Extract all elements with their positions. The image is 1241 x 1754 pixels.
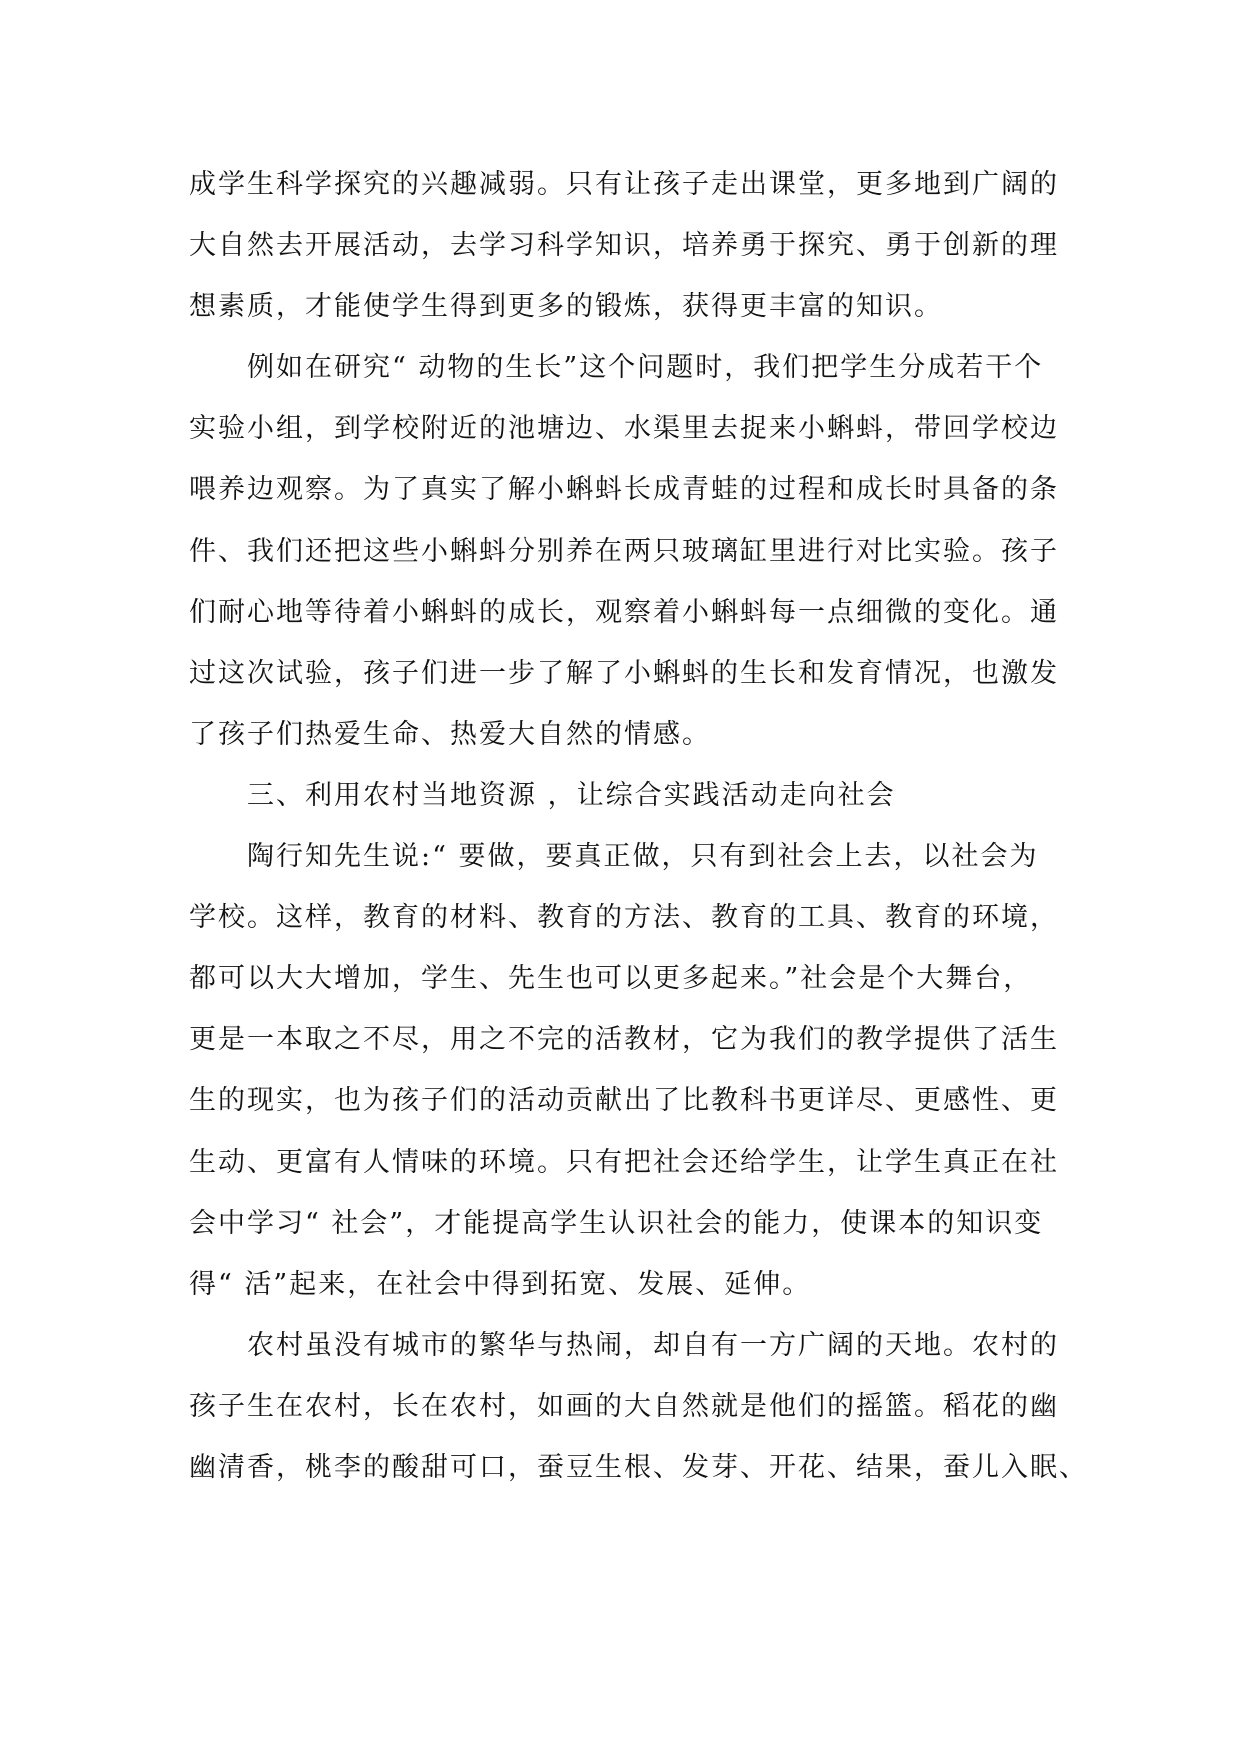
text-line: 陶行知先生说:“ 要做，要真正做，只有到社会上去，以社会为 xyxy=(247,841,1039,873)
paragraph-tao-xingzhi-quote xyxy=(189,826,1069,1315)
text-line: 都可以大大增加，学生、先生也可以更多起来。”社会是个大舞台， xyxy=(189,963,1033,995)
text-line: 农村虽没有城市的繁华与热闹，却自有一方广阔的天地。农村的 xyxy=(247,1329,1059,1361)
text-line: 过这次试验，孩子们进一步了解了小蝌蚪的生长和发育情况，也激发 xyxy=(189,657,1059,689)
text-line: 们耐心地等待着小蝌蚪的成长，观察着小蝌蚪每一点细微的变化。通 xyxy=(189,596,1059,628)
text-line: 喂养边观察。为了真实了解小蝌蚪长成青蛙的过程和成长时具备的条 xyxy=(189,474,1059,506)
section-heading: 三、利用农村当地资源 ，让综合实践活动走向社会 xyxy=(247,779,896,811)
text-line: 更是一本取之不尽，用之不完的活教材，它为我们的教学提供了活生 xyxy=(189,1024,1059,1056)
paragraph-science-inquiry xyxy=(189,154,1069,337)
text-line: 孩子生在农村，长在农村，如画的大自然就是他们的摇篮。稻花的幽 xyxy=(189,1390,1059,1422)
section-heading-three xyxy=(189,765,1069,826)
text-line: 实验小组，到学校附近的池塘边、水渠里去捉来小蝌蚪，带回学校边 xyxy=(189,413,1059,445)
text-line: 了孩子们热爱生命、热爱大自然的情感。 xyxy=(189,718,711,750)
text-line: 件、我们还把这些小蝌蚪分别养在两只玻璃缸里进行对比实验。孩子 xyxy=(189,535,1059,567)
text-line: 例如在研究“ 动物的生长”这个问题时，我们把学生分成若干个 xyxy=(247,352,1044,384)
text-line: 生动、更富有人情味的环境。只有把社会还给学生，让学生真正在社 xyxy=(189,1146,1059,1178)
body-text xyxy=(189,154,1088,1498)
text-line: 生的现实，也为孩子们的活动贡献出了比教科书更详尽、更感性、更 xyxy=(189,1085,1059,1117)
text-line: 得“ 活”起来，在社会中得到拓宽、发展、延伸。 xyxy=(189,1268,812,1300)
text-line: 大自然去开展活动，去学习科学知识，培养勇于探究、勇于创新的理 xyxy=(189,230,1059,262)
text-line: 想素质，才能使学生得到更多的锻炼，获得更丰富的知识。 xyxy=(189,291,943,323)
text-line: 成学生科学探究的兴趣减弱。只有让孩子走出课堂，更多地到广阔的 xyxy=(189,169,1059,200)
text-line: 会中学习“ 社会”，才能提高学生认识社会的能力，使课本的知识变 xyxy=(189,1207,1044,1239)
paragraph-rural-nature xyxy=(189,1315,1088,1498)
paragraph-tadpole-example xyxy=(189,337,1069,765)
text-line: 学校。这样，教育的材料、教育的方法、教育的工具、教育的环境， xyxy=(189,902,1059,934)
text-line: 幽清香，桃李的酸甜可口，蚕豆生根、发芽、开花、结果，蚕儿入眠、 xyxy=(189,1451,1088,1483)
